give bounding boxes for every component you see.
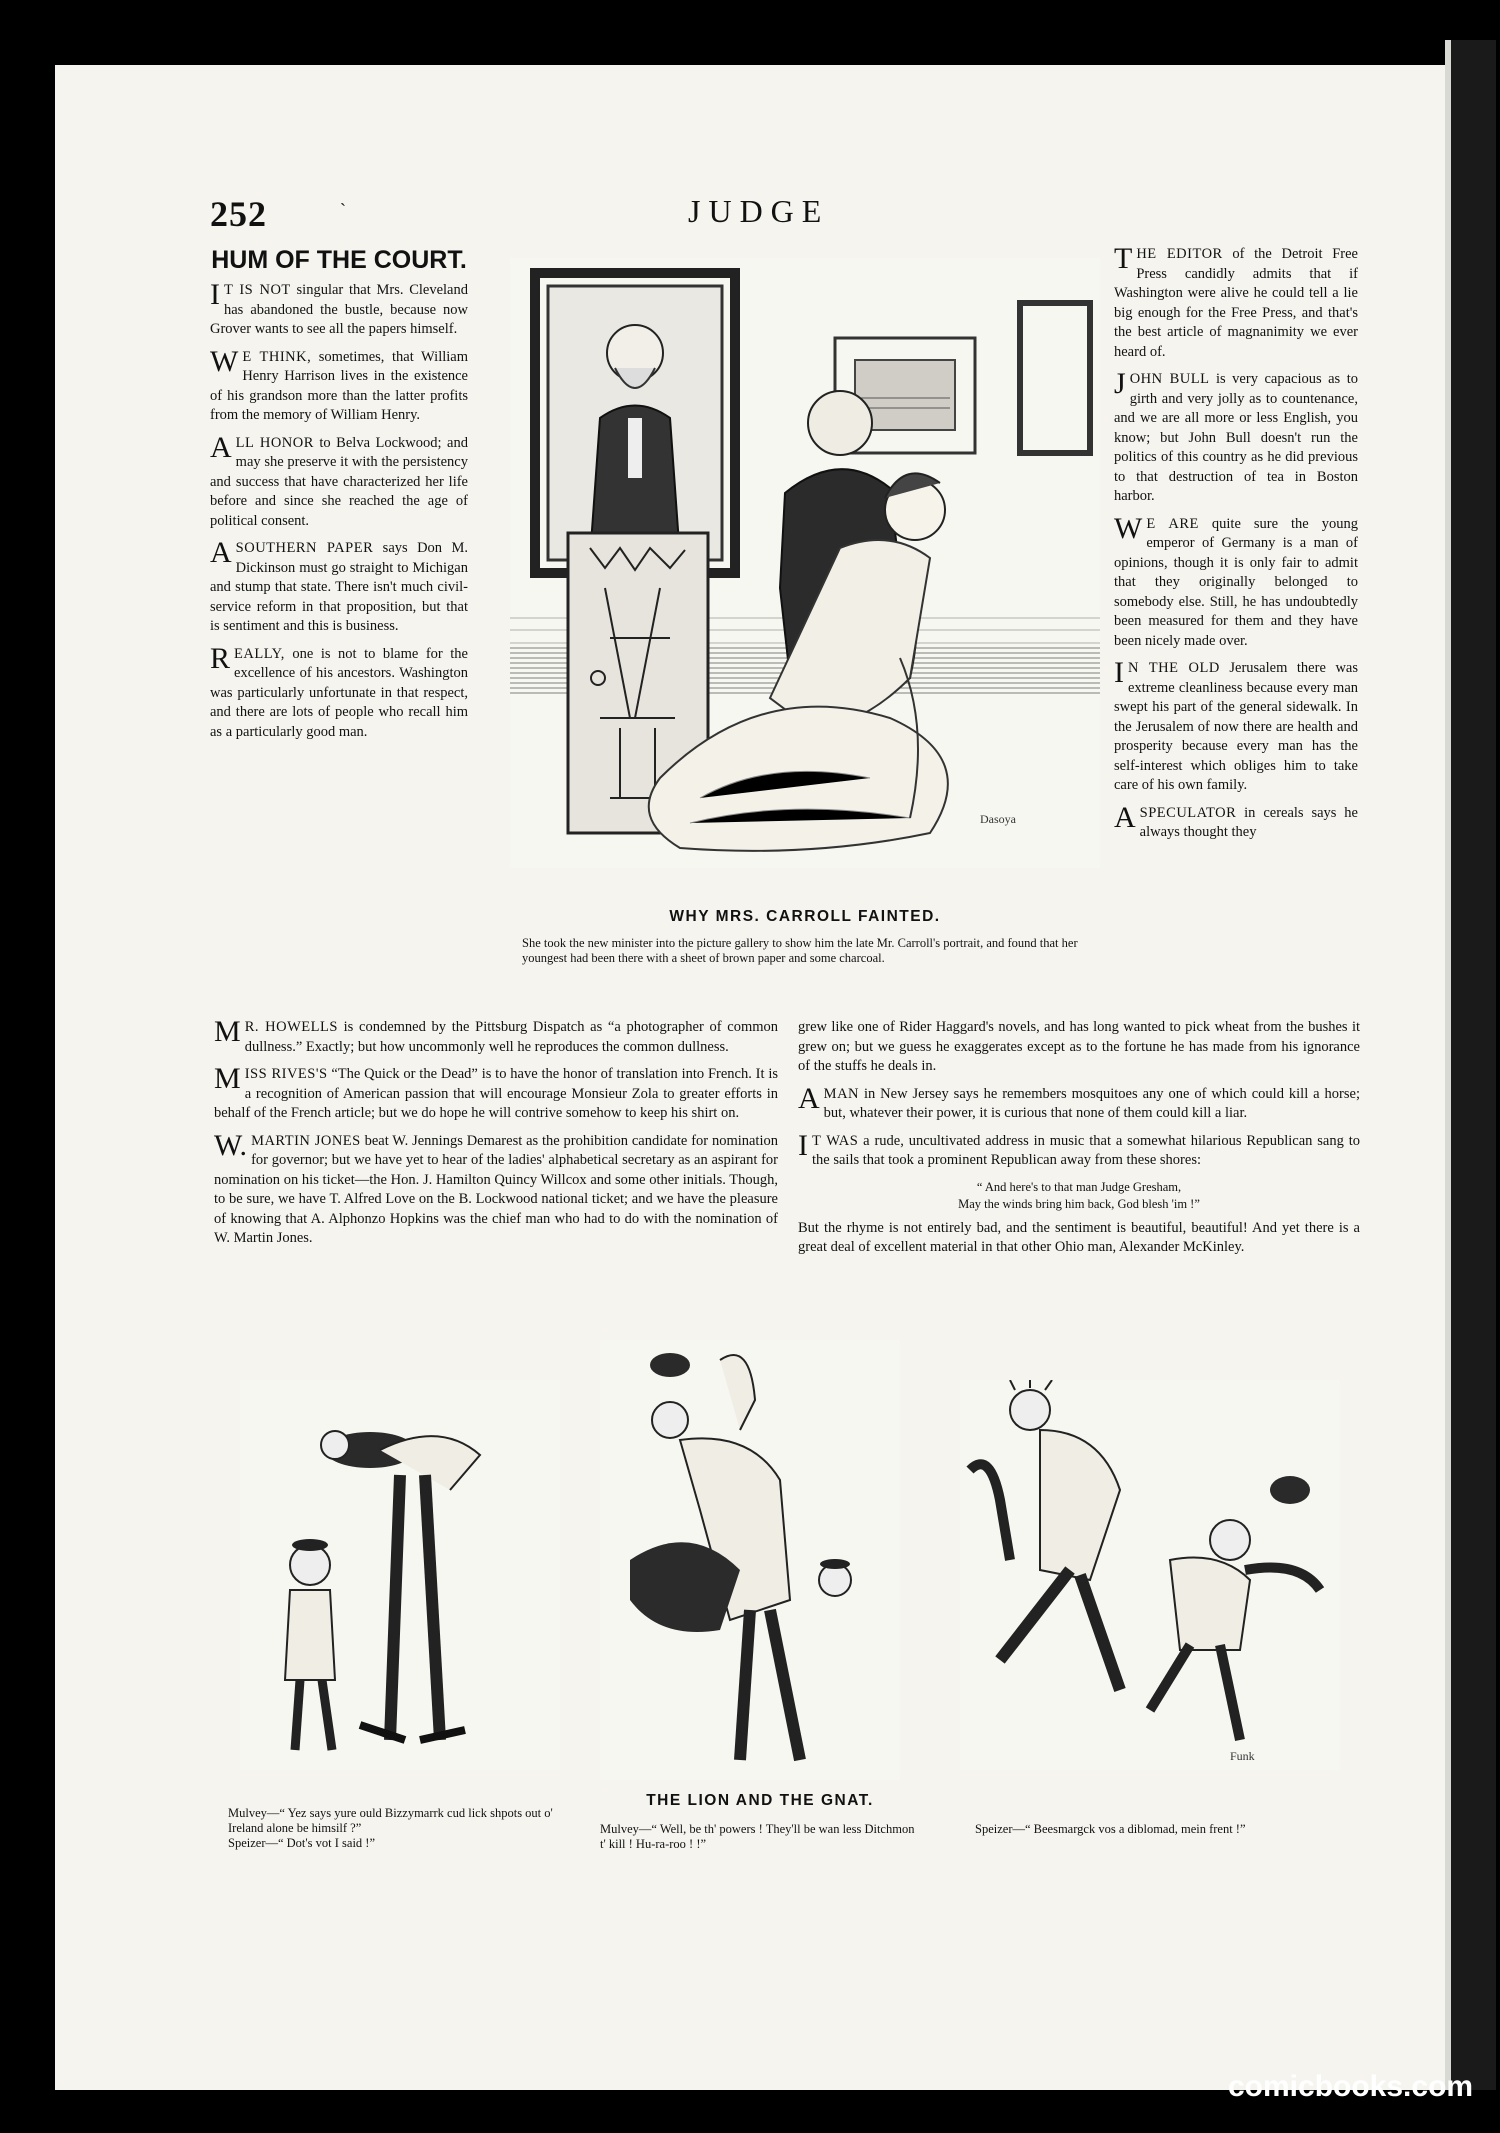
- drop-capital: A: [210, 536, 232, 569]
- article-paragraph: [1114, 800, 1358, 843]
- panel-1-drawing: [240, 1380, 560, 1770]
- article-paragraph: [1114, 656, 1358, 796]
- lead-in-words: ISS RIVES'S: [244, 1066, 328, 1082]
- print-mark: ˋ: [340, 200, 346, 220]
- drop-capital: W.: [214, 1128, 248, 1162]
- lead-in-words: SPECULATOR: [1139, 804, 1237, 821]
- magazine-title: JUDGE: [688, 193, 830, 229]
- drop-capital: T: [1114, 242, 1133, 275]
- lead-in-words: T WAS: [812, 1132, 859, 1149]
- gallery-scene-drawing: [510, 258, 1100, 868]
- mid-left-column: [214, 1015, 779, 1257]
- illustration-caption: She took the new minister into the picture gallery to show him the late Mr. Carroll's portrait, and found that her youngest had been there with a sheet of brown paper and some charcoal.: [522, 936, 1078, 965]
- verse-line: May the winds bring him back, God blesh 'im !”: [958, 1196, 1200, 1211]
- lead-in-words: N THE OLD: [1128, 660, 1220, 676]
- article-paragraph: [1114, 242, 1358, 362]
- paragraph-text: quite sure the young emperor of Germany is a man of opinions, though it is only fair to admit that they originally belonged to somebody else. Still, he has undoubtedly been measured for them and they have been nicely made over.: [1114, 515, 1358, 649]
- dialogue: —“ Well, be th' powers ! They'll be wan less Ditchmon t' kill ! Hu-ra-roo ! !”: [600, 1822, 915, 1851]
- cartoon-panel-1: [240, 1380, 560, 1770]
- article-paragraph: [214, 1015, 779, 1057]
- panel-2-caption: [600, 1822, 920, 1852]
- cartoon-title: THE LION AND THE GNAT.: [646, 1792, 874, 1809]
- column-heading: HUM OF THE COURT.: [211, 246, 467, 274]
- svg-text:Funk: Funk: [1230, 1749, 1255, 1763]
- closing-paragraph: But the rhyme is not entirely bad, and the sentiment is beautiful, beautiful! And yet there is a great deal of excellent material in that other Ohio man, Alexander McKinley.: [798, 1219, 1360, 1255]
- lead-in-words: HE EDITOR: [1136, 246, 1223, 262]
- verse: [798, 1179, 1360, 1213]
- illustration-title: WHY MRS. CARROLL FAINTED.: [669, 908, 941, 925]
- panel-1-caption: [228, 1806, 553, 1851]
- dialogue: —“ Dot's vot I said !”: [265, 1836, 376, 1850]
- mid-right-paragraphs: [798, 1081, 1360, 1171]
- main-illustration: [510, 258, 1100, 868]
- article-paragraph: [1114, 511, 1358, 652]
- paragraph-text: to Belva Lockwood; and may she preserve it with the persistency and success that have characterized her life before and since she reached the age of political consent.: [210, 434, 468, 529]
- lead-in-words: E ARE: [1146, 515, 1199, 532]
- left-paragraphs: [210, 278, 468, 742]
- lead-in-words: E THINK,: [242, 348, 312, 365]
- paragraph-text: says Don M. Dickinson must go straight to Michigan and stump that state. There isn't much civil-service reform in that proposition, but that is sentiment and this is business.: [210, 540, 468, 634]
- drop-capital: R: [210, 641, 231, 675]
- lead-in-words: MARTIN JONES: [251, 1132, 361, 1149]
- paragraph-text: Jerusalem there was extreme cleanliness because every man swept his part of the general sidewalk. In the Jerusalem of now there are health and prosperity because every man has the self-interest which obliges him to take care of his own family.: [1114, 660, 1358, 793]
- lead-in-words: SOUTHERN PAPER: [235, 540, 374, 556]
- drop-capital: A: [798, 1081, 820, 1115]
- article-paragraph: [214, 1128, 778, 1249]
- mid-left-paragraphs: [214, 1015, 779, 1249]
- paragraph-text: in cereals says he always thought they: [1139, 804, 1358, 840]
- site-watermark: comicbooks.com: [1228, 2070, 1474, 2103]
- article-paragraph: [210, 344, 468, 426]
- article-paragraph: [1114, 367, 1358, 507]
- lead-in-words: R. HOWELLS: [244, 1019, 338, 1035]
- drop-capital: A: [1114, 800, 1136, 834]
- paragraph-text: in New Jersey says he remembers mosquitoes any one of which could kill a horse; but, whatever their power, it is curious that none of them could kill a liar.: [823, 1085, 1360, 1121]
- drop-capital: W: [1114, 511, 1143, 545]
- drop-capital: J: [1114, 367, 1126, 400]
- article-paragraph: [210, 278, 468, 340]
- continued-paragraph: grew like one of Rider Haggard's novels, and has long wanted to pick wheat from the bushes it grew on; but we guess he exaggerates except as to the fortune he has made from his ignorance of the stuffs he deals in.: [798, 1019, 1360, 1074]
- speaker-name: Speizer: [228, 1836, 266, 1850]
- article-paragraph: [210, 641, 468, 743]
- dialogue: —“ Yez says yure ould Bizzymarrk cud lick shpots out o' Ireland alone be himsilf ?”: [228, 1806, 553, 1835]
- left-column: [210, 245, 468, 750]
- paragraph-text: beat W. Jennings Demarest as the prohibition candidate for nomination for governor; but we have yet to hear of the ladies' alphabetical secretary as an aspirant for nomination on his ticket—the Hon. J. Hamilton Quincy Willcox and some other initials. Though, to be sure, we have T. Alfred Love on the B. Lockwood national ticket; and we have the pleasure of knowing that A. Alphonzo Hopkins was the chief man who had to do with the nomination of W. Martin Jones.: [214, 1132, 778, 1246]
- panel-2-drawing: [600, 1340, 900, 1780]
- lead-in-words: LL HONOR: [235, 434, 314, 451]
- mid-right-column: [798, 1018, 1360, 1266]
- paragraph-text: of the Detroit Free Press candidly admits that if Washington were alive he could tell a lie big enough for the Free Press, and that's the best article of magnanimity we ever heard of.: [1114, 246, 1358, 360]
- paragraph-text: is very capacious as to girth and very jolly as to countenance, and we are all more or less English, you know; but John Bull doesn't run the politics of this country as he did previous to that destruction of tea in Boston harbor.: [1114, 371, 1358, 504]
- facing-page-edge: [1445, 40, 1496, 2090]
- drop-capital: W: [210, 344, 239, 378]
- paragraph-text: is condemned by the Pittsburg Dispatch as “a photographer of common dullness.” Exactly; but how uncommonly well he reproduces the common dullness.: [244, 1019, 779, 1055]
- paragraph-text: “The Quick or the Dead” is to have the honor of translation into French. It is a recognition of American passion that will encourage Monsieur Zola to greater efforts in behalf of the French article; but we do hope he will contrive somehow to keep his shirt on.: [214, 1066, 778, 1121]
- drop-capital: I: [798, 1128, 808, 1162]
- lead-in-words: T IS NOT: [224, 282, 291, 298]
- lead-in-words: MAN: [823, 1085, 860, 1102]
- speaker-name: Speizer: [975, 1822, 1013, 1836]
- speaker-name: Mulvey: [600, 1822, 639, 1836]
- article-paragraph: [214, 1062, 778, 1124]
- paragraph-text: sometimes, that William Henry Harrison lives in the existence of his grandson more than the latter profits from the memory of William Henry.: [210, 348, 468, 423]
- article-paragraph: [210, 536, 468, 637]
- lead-in-words: EALLY,: [234, 645, 285, 662]
- paragraph-text: one is not to blame for the excellence of his ancestors. Washington was particularly unfortunate in that respect, and there are lots of people who recall him as a particularly good man.: [210, 645, 468, 740]
- article-paragraph: [798, 1081, 1360, 1124]
- drop-capital: I: [210, 278, 220, 311]
- paragraph-text: singular that Mrs. Cleveland has abandoned the bustle, because now Grover wants to see all the papers himself.: [210, 282, 468, 337]
- verse-line: “ And here's to that man Judge Gresham,: [976, 1179, 1182, 1194]
- page-number: 252: [210, 194, 267, 234]
- drop-capital: I: [1114, 656, 1124, 689]
- article-paragraph: [210, 430, 468, 532]
- svg-text:Dasoya: Dasoya: [980, 812, 1016, 826]
- drop-capital: M: [214, 1062, 241, 1095]
- drop-capital: M: [214, 1015, 241, 1048]
- speaker-name: Mulvey: [228, 1806, 267, 1820]
- panel-3-caption: [975, 1822, 1355, 1837]
- article-paragraph: [798, 1128, 1360, 1171]
- dialogue: —“ Beesmargck vos a diblomad, mein frent !”: [1012, 1822, 1246, 1836]
- cartoon-panel-3: [960, 1380, 1340, 1770]
- lead-in-words: OHN BULL: [1129, 371, 1210, 387]
- right-column: [1114, 242, 1358, 851]
- paragraph-text: a rude, uncultivated address in music that a somewhat hilarious Republican sang to the sails that took a prominent Republican away from these shores:: [812, 1132, 1360, 1168]
- panel-3-drawing: [960, 1380, 1340, 1770]
- drop-capital: A: [210, 430, 232, 464]
- right-paragraphs: [1114, 242, 1358, 843]
- cartoon-panel-2: [600, 1340, 900, 1780]
